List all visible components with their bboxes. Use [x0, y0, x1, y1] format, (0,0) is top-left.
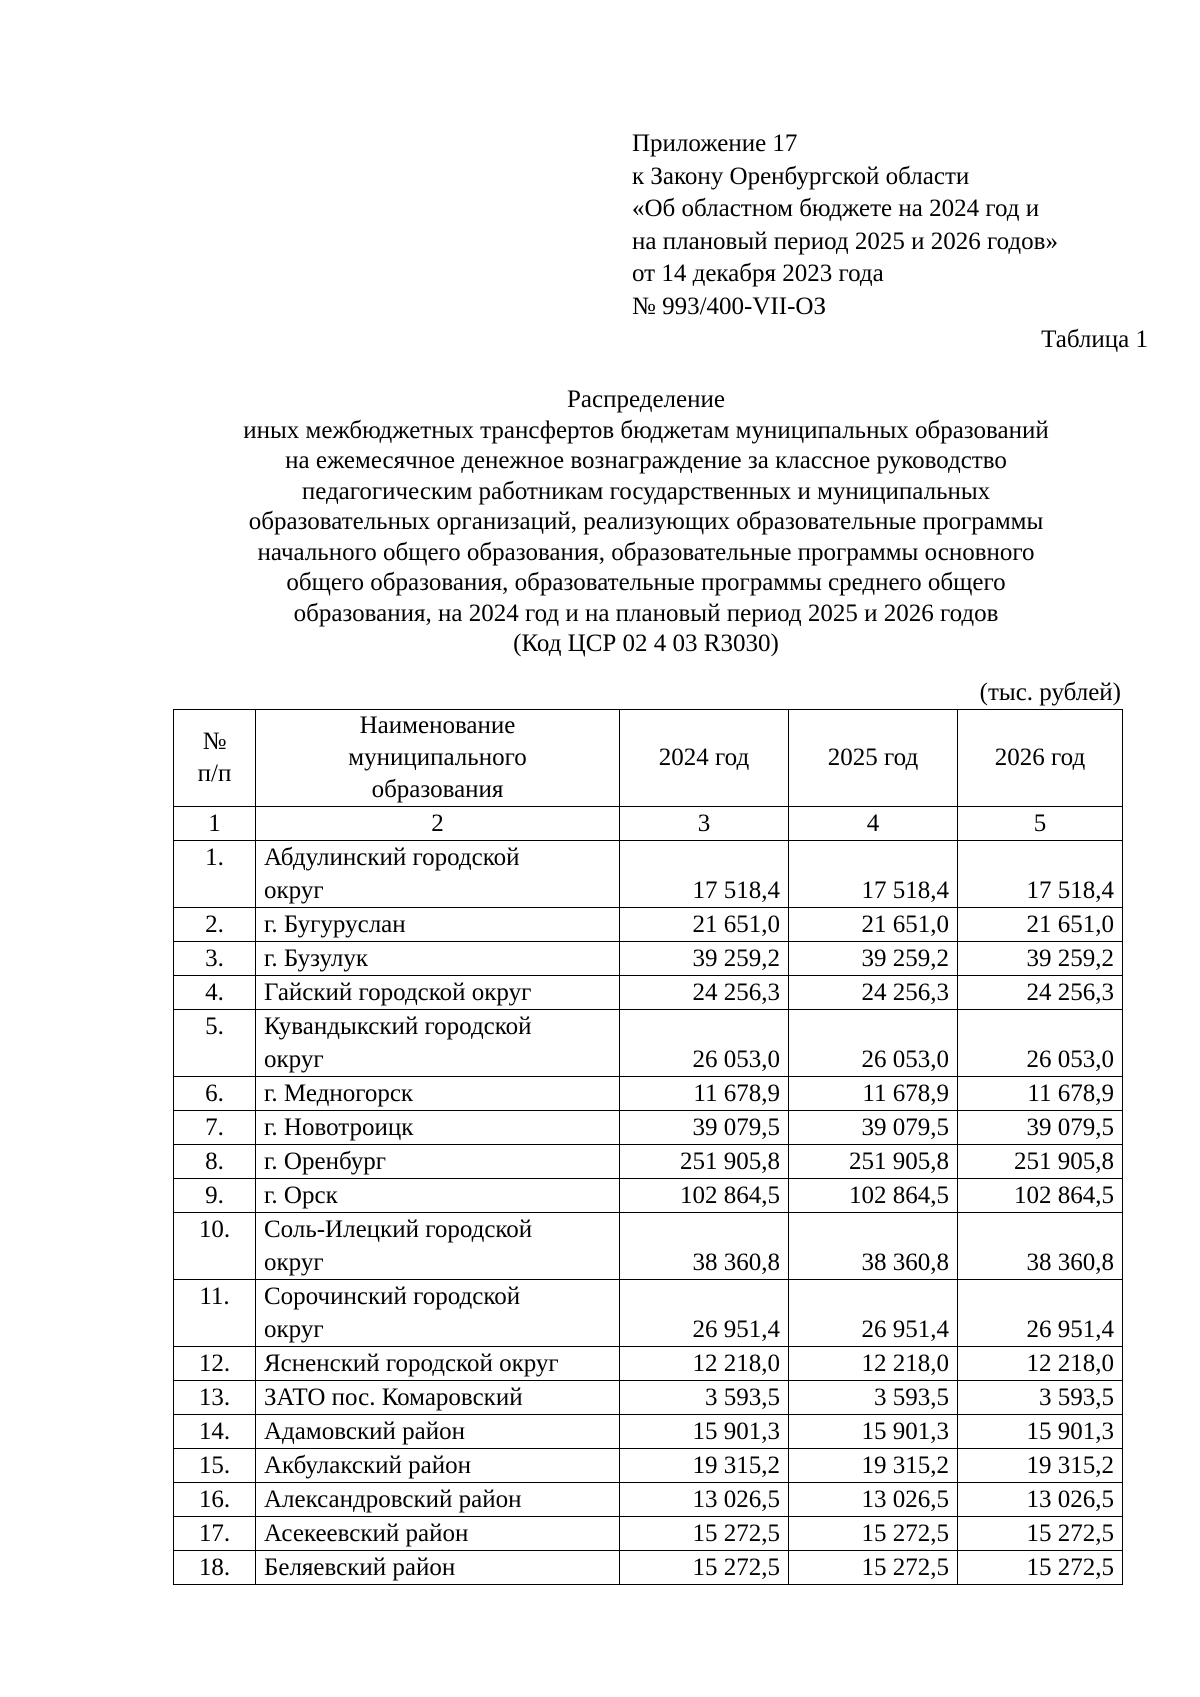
- value-2025: 15 272,5: [789, 1551, 958, 1585]
- value-2025: 21 651,0: [789, 908, 958, 942]
- annex-line: «Об областном бюджете на 2024 год и: [632, 195, 1040, 222]
- row-number: 14.: [174, 1415, 256, 1449]
- row-number: 15.: [174, 1449, 256, 1483]
- row-number: 1.: [174, 841, 256, 908]
- value-2024: 17 518,4: [620, 841, 789, 908]
- header-number: [174, 710, 256, 807]
- row-name: г. Новотроицк: [256, 1111, 620, 1145]
- units-label: (тыс. рублей): [979, 679, 1121, 706]
- name-line: Соль-Илецкий городской: [264, 1216, 533, 1243]
- value-2026: 26 053,0: [958, 1010, 1123, 1077]
- value-2026: 39 079,5: [958, 1111, 1123, 1145]
- name-line: Абдулинский городской: [264, 844, 520, 871]
- heading-line: иных межбюджетных трансфертов бюджетам муниципальных образований: [243, 416, 1049, 444]
- table-row: [174, 841, 1123, 908]
- column-number: 4: [789, 807, 958, 841]
- row-number: 13.: [174, 1381, 256, 1415]
- row-number: 18.: [174, 1551, 256, 1585]
- value-2025: 19 315,2: [789, 1449, 958, 1483]
- row-name: Александровский район: [256, 1483, 620, 1517]
- row-name: ЗАТО пос. Комаровский: [256, 1381, 620, 1415]
- table-row: [174, 1077, 1123, 1111]
- header-text: п/п: [197, 760, 232, 787]
- row-name: г. Оренбург: [256, 1145, 620, 1179]
- table-row: [174, 908, 1123, 942]
- row-name: г. Бузулук: [256, 942, 620, 976]
- value-2025: 26 053,0: [789, 1010, 958, 1077]
- value-2025: 24 256,3: [789, 976, 958, 1010]
- row-name: [256, 1280, 620, 1347]
- table-row: [174, 1111, 1123, 1145]
- value-2024: 19 315,2: [620, 1449, 789, 1483]
- header-2024: 2024 год: [620, 710, 789, 807]
- row-number: 7.: [174, 1111, 256, 1145]
- value-2025: 17 518,4: [789, 841, 958, 908]
- row-number: 4.: [174, 976, 256, 1010]
- row-number: 8.: [174, 1145, 256, 1179]
- value-2025: 102 864,5: [789, 1179, 958, 1213]
- heading-line: педагогическим работникам государственных и муниципальных: [301, 477, 991, 505]
- value-2024: 13 026,5: [620, 1483, 789, 1517]
- value-2024: 21 651,0: [620, 908, 789, 942]
- name-line: Кувандыкский городской: [264, 1013, 532, 1040]
- row-number: 11.: [174, 1280, 256, 1347]
- column-number: 2: [256, 807, 620, 841]
- value-2025: 38 360,8: [789, 1213, 958, 1280]
- table-row: [174, 976, 1123, 1010]
- value-2024: 102 864,5: [620, 1179, 789, 1213]
- value-2026: 26 951,4: [958, 1280, 1123, 1347]
- row-name: Асекеевский район: [256, 1517, 620, 1551]
- value-2026: 15 901,3: [958, 1415, 1123, 1449]
- value-2026: 15 272,5: [958, 1517, 1123, 1551]
- column-number: 5: [958, 807, 1123, 841]
- table-row: [174, 1347, 1123, 1381]
- heading-line: (Код ЦСР 02 4 03 R3030): [513, 630, 779, 657]
- row-number: 3.: [174, 942, 256, 976]
- value-2025: 251 905,8: [789, 1145, 958, 1179]
- heading-line: образования, на 2024 год и на плановый период 2025 и 2026 годов: [293, 599, 999, 627]
- row-name: г. Медногорск: [256, 1077, 620, 1111]
- table-row: [174, 1551, 1123, 1585]
- table-row: [174, 1483, 1123, 1517]
- name-line: округ: [264, 1316, 324, 1343]
- row-number: 5.: [174, 1010, 256, 1077]
- header-text: муниципального: [348, 744, 527, 771]
- value-2026: 19 315,2: [958, 1449, 1123, 1483]
- column-number: 3: [620, 807, 789, 841]
- annex-line: к Закону Оренбургской области: [632, 162, 970, 190]
- value-2025: 11 678,9: [789, 1077, 958, 1111]
- value-2025: 39 259,2: [789, 942, 958, 976]
- column-number: 1: [174, 807, 256, 841]
- annex-block: [632, 128, 1058, 323]
- value-2025: 15 901,3: [789, 1415, 958, 1449]
- value-2026: 15 272,5: [958, 1551, 1123, 1585]
- table-row: [174, 942, 1123, 976]
- value-2026: 251 905,8: [958, 1145, 1123, 1179]
- value-2026: 21 651,0: [958, 908, 1123, 942]
- row-name: Ясненский городской округ: [256, 1347, 620, 1381]
- header-name: [256, 710, 620, 807]
- annex-line: Приложение 17: [632, 130, 798, 157]
- value-2024: 24 256,3: [620, 976, 789, 1010]
- row-name: Гайский городской округ: [256, 976, 620, 1010]
- row-name: [256, 1010, 620, 1077]
- row-name: Акбулакский район: [256, 1449, 620, 1483]
- row-number: 12.: [174, 1347, 256, 1381]
- value-2025: 26 951,4: [789, 1280, 958, 1347]
- value-2026: 17 518,4: [958, 841, 1123, 908]
- row-number: 17.: [174, 1517, 256, 1551]
- table-row: [174, 1280, 1123, 1347]
- column-number-row: [174, 807, 1123, 841]
- value-2025: 3 593,5: [789, 1381, 958, 1415]
- row-name: [256, 841, 620, 908]
- value-2026: 39 259,2: [958, 942, 1123, 976]
- header-text: №: [202, 728, 227, 755]
- value-2024: 11 678,9: [620, 1077, 789, 1111]
- row-name: Беляевский район: [256, 1551, 620, 1585]
- value-2024: 15 272,5: [620, 1517, 789, 1551]
- value-2026: 13 026,5: [958, 1483, 1123, 1517]
- value-2024: 3 593,5: [620, 1381, 789, 1415]
- table-row: [174, 1179, 1123, 1213]
- row-number: 16.: [174, 1483, 256, 1517]
- value-2024: 12 218,0: [620, 1347, 789, 1381]
- value-2026: 24 256,3: [958, 976, 1123, 1010]
- header-2025: 2025 год: [789, 710, 958, 807]
- row-name: г. Орск: [256, 1179, 620, 1213]
- value-2024: 26 053,0: [620, 1010, 789, 1077]
- document-heading: [150, 385, 1142, 660]
- heading-line: общего образования, образовательные программы среднего общего: [286, 569, 1006, 596]
- table-row: [174, 1010, 1123, 1077]
- row-name: [256, 1213, 620, 1280]
- table-row: [174, 1381, 1123, 1415]
- row-name: г. Бугуруслан: [256, 908, 620, 942]
- value-2024: 15 901,3: [620, 1415, 789, 1449]
- name-line: округ: [264, 1046, 324, 1073]
- heading-line: начального общего образования, образовательные программы основного: [257, 538, 1035, 566]
- value-2024: 39 259,2: [620, 942, 789, 976]
- table-header-row: [174, 710, 1123, 807]
- heading-line: на ежемесячное денежное вознаграждение за классное руководство: [285, 447, 1007, 474]
- value-2024: 15 272,5: [620, 1551, 789, 1585]
- table-row: [174, 1415, 1123, 1449]
- table-label: Таблица 1: [1041, 326, 1148, 353]
- name-line: округ: [264, 877, 324, 904]
- heading-line: образовательных организаций, реализующих образовательные программы: [248, 508, 1044, 535]
- value-2026: 102 864,5: [958, 1179, 1123, 1213]
- value-2025: 12 218,0: [789, 1347, 958, 1381]
- value-2025: 39 079,5: [789, 1111, 958, 1145]
- header-2026: 2026 год: [958, 710, 1123, 807]
- annex-line: на плановый период 2025 и 2026 годов»: [632, 227, 1058, 255]
- value-2026: 11 678,9: [958, 1077, 1123, 1111]
- row-number: 2.: [174, 908, 256, 942]
- table-row: [174, 1213, 1123, 1280]
- name-line: Сорочинский городской: [264, 1283, 521, 1310]
- row-number: 10.: [174, 1213, 256, 1280]
- value-2024: 38 360,8: [620, 1213, 789, 1280]
- value-2026: 12 218,0: [958, 1347, 1123, 1381]
- name-line: округ: [264, 1249, 324, 1276]
- header-text: образования: [371, 776, 504, 803]
- value-2024: 39 079,5: [620, 1111, 789, 1145]
- table-row: [174, 1449, 1123, 1483]
- annex-line: № 993/400-VII-ОЗ: [632, 292, 826, 320]
- value-2024: 26 951,4: [620, 1280, 789, 1347]
- table-row: [174, 1517, 1123, 1551]
- distribution-table: [173, 709, 1123, 1585]
- heading-line: Распределение: [567, 386, 725, 413]
- row-number: 6.: [174, 1077, 256, 1111]
- row-number: 9.: [174, 1179, 256, 1213]
- table-row: [174, 1145, 1123, 1179]
- value-2026: 3 593,5: [958, 1381, 1123, 1415]
- value-2024: 251 905,8: [620, 1145, 789, 1179]
- value-2026: 38 360,8: [958, 1213, 1123, 1280]
- row-name: Адамовский район: [256, 1415, 620, 1449]
- value-2025: 15 272,5: [789, 1517, 958, 1551]
- value-2025: 13 026,5: [789, 1483, 958, 1517]
- annex-line: от 14 декабря 2023 года: [632, 260, 884, 287]
- header-text: Наименование: [359, 712, 516, 739]
